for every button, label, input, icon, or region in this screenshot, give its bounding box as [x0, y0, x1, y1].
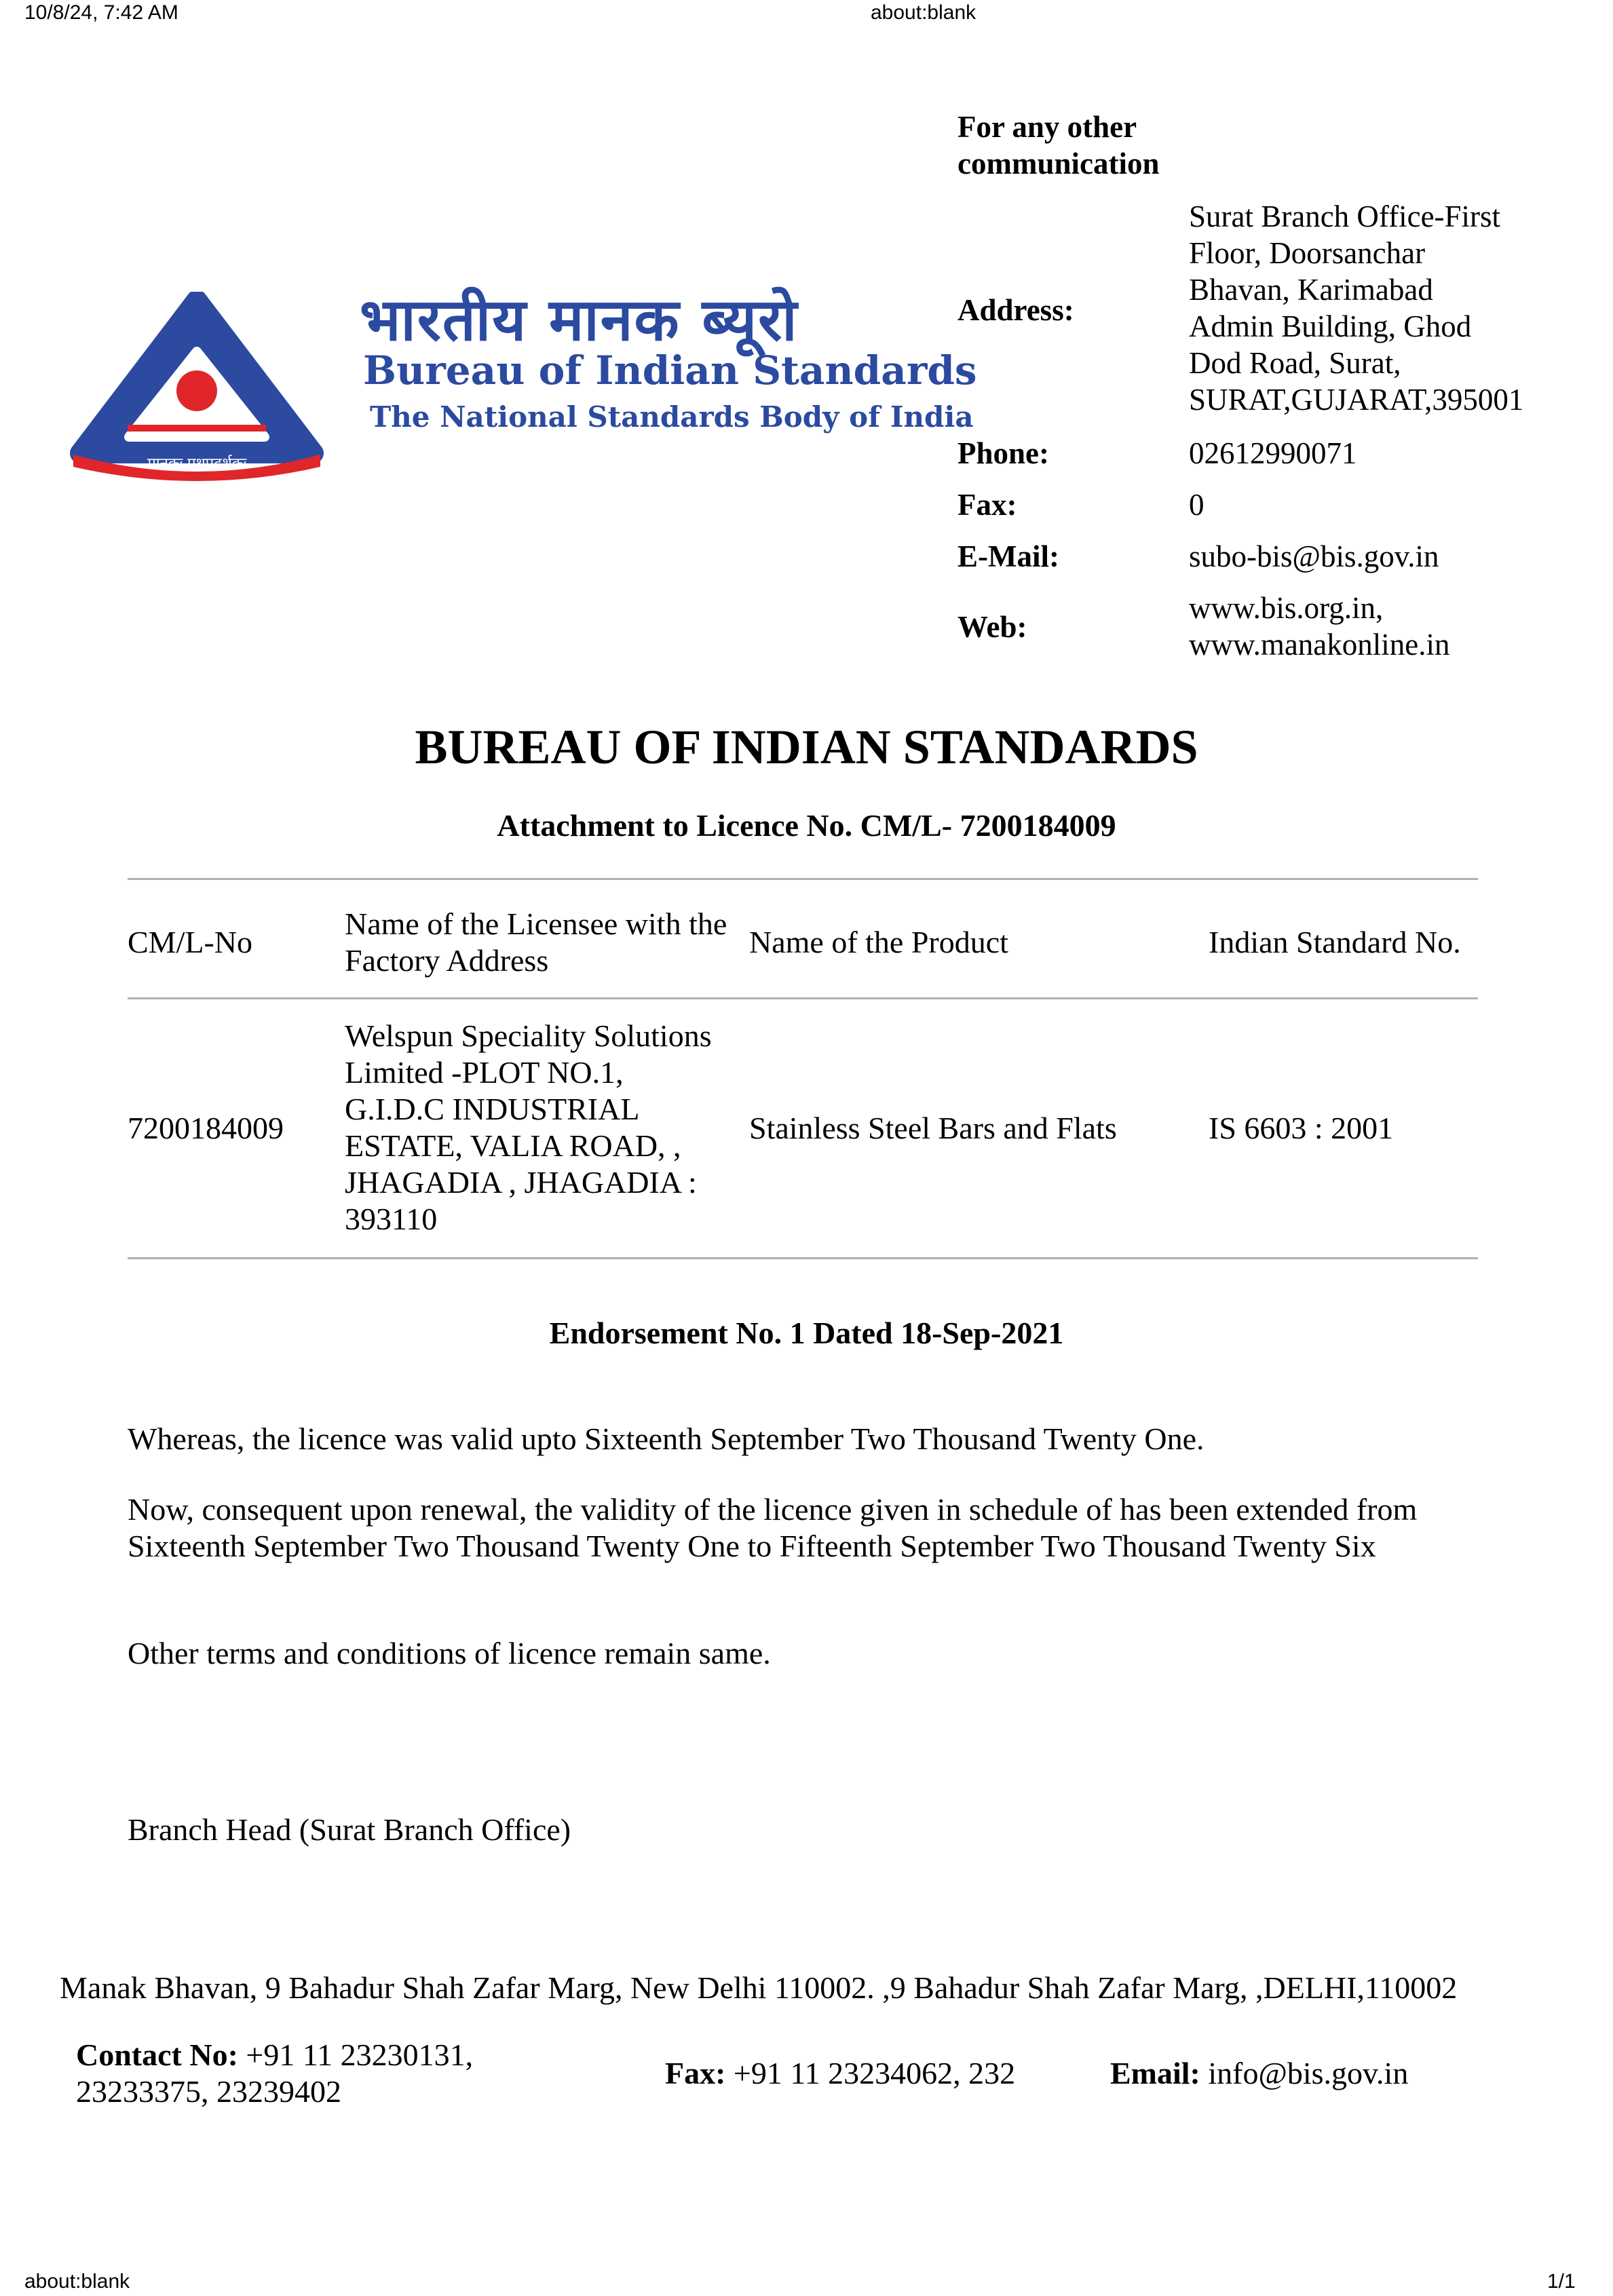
licensee-line: JHAGADIA , JHAGADIA : — [345, 1165, 697, 1200]
licensee-line: 393110 — [345, 1202, 438, 1236]
address-line: Floor, Doorsanchar — [1189, 236, 1426, 270]
web-label: Web: — [957, 610, 1027, 644]
address-line: Surat Branch Office-First — [1189, 199, 1501, 233]
header-standard: Indian Standard No. — [1209, 925, 1461, 959]
email-label: E-Mail: — [957, 539, 1059, 573]
web-value — [1189, 590, 1450, 663]
print-datetime: 10/8/24, 7:42 AM — [24, 1, 178, 24]
footer-contact-label: Contact No: — [76, 2037, 238, 2072]
logo-tagline: The National Standards Body of India — [370, 400, 974, 434]
header-licensee-line: Factory Address — [345, 943, 549, 978]
fax-value: 0 — [1189, 488, 1204, 522]
web-line: www.manakonline.in — [1189, 628, 1450, 662]
logo-english-name: Bureau of Indian Standards — [363, 347, 977, 394]
header-cml-no: CM/L-No — [128, 925, 252, 959]
header-licensee-line: Name of the Licensee with the — [345, 906, 727, 941]
licensee-line: G.I.D.C INDUSTRIAL — [345, 1092, 640, 1126]
phone-value: 02612990071 — [1189, 436, 1357, 470]
footer-address: Manak Bhavan, 9 Bahadur Shah Zafar Marg, New Delhi 110002. ,9 Bahadur Shah Zafar Marg, ,DELHI,110002 — [60, 1970, 1458, 2005]
licensee-line: Welspun Speciality Solutions — [345, 1018, 712, 1053]
footer-email — [1110, 2055, 1408, 2092]
print-footer-url: about:blank — [24, 2270, 130, 2293]
row-cml-no: 7200184009 — [128, 1111, 284, 1145]
licence-subtitle: Attachment to Licence No. CM/L- 7200184009 — [497, 808, 1116, 843]
footer-fax-label: Fax: — [665, 2056, 726, 2090]
phone-label: Phone: — [957, 436, 1049, 470]
table-rule-bottom — [128, 1257, 1478, 1259]
footer-contact-line: 23233375, 23239402 — [76, 2074, 341, 2109]
footer-fax-value: +91 11 23234062, 232 — [725, 2056, 1016, 2090]
address-value — [1189, 198, 1523, 418]
row-standard: IS 6603 : 2001 — [1209, 1111, 1394, 1145]
licensee-line: ESTATE, VALIA ROAD, , — [345, 1128, 681, 1163]
footer-email-label: Email: — [1110, 2056, 1200, 2090]
paragraph-terms: Other terms and conditions of licence remain same. — [128, 1636, 771, 1670]
endorsement-heading: Endorsement No. 1 Dated 18-Sep-2021 — [549, 1316, 1064, 1350]
paragraph-validity: Whereas, the licence was valid upto Sixteenth September Two Thousand Twenty One. — [128, 1421, 1204, 1456]
address-line: SURAT,GUJARAT,395001 — [1189, 383, 1524, 417]
footer-email-value: info@bis.gov.in — [1200, 2056, 1409, 2090]
print-page-count: 1/1 — [1547, 2270, 1576, 2293]
web-line: www.bis.org.in, — [1189, 591, 1384, 625]
bis-motto: मानकः पथप्रदर्शकः — [147, 455, 247, 472]
contact-heading: For any other communication — [957, 110, 1160, 180]
email-value: subo-bis@bis.gov.in — [1189, 539, 1439, 573]
footer-contact-line: +91 11 23230131, — [238, 2037, 474, 2072]
paragraph-renewal: Now, consequent upon renewal, the validity of the licence given in schedule of has been extended from Sixteenth September Two Thousand Twenty One to Fifteenth September Two Thousand Twenty Six — [128, 1492, 1418, 1563]
logo-hindi-name: भारतीय मानक ब्यूरो — [360, 286, 799, 354]
document-title: BUREAU OF INDIAN STANDARDS — [415, 720, 1198, 774]
address-line: Dod Road, Surat, — [1189, 346, 1401, 380]
print-page-title: about:blank — [871, 1, 976, 24]
footer-fax — [665, 2055, 1015, 2092]
bis-emblem-icon — [68, 292, 326, 482]
footer-contact — [76, 2037, 473, 2110]
address-line: Bhavan, Karimabad — [1189, 273, 1433, 307]
licensee-line: Limited -PLOT NO.1, — [345, 1055, 624, 1090]
row-licensee — [345, 1018, 712, 1238]
address-line: Admin Building, Ghod — [1189, 309, 1472, 343]
header-product: Name of the Product — [749, 925, 1008, 959]
row-product: Stainless Steel Bars and Flats — [749, 1111, 1117, 1145]
address-label: Address: — [957, 293, 1074, 327]
signatory: Branch Head (Surat Branch Office) — [128, 1812, 571, 1847]
table-rule-top — [128, 878, 1478, 880]
table-rule-mid — [128, 997, 1478, 999]
fax-label: Fax: — [957, 488, 1017, 522]
header-licensee — [345, 906, 727, 979]
